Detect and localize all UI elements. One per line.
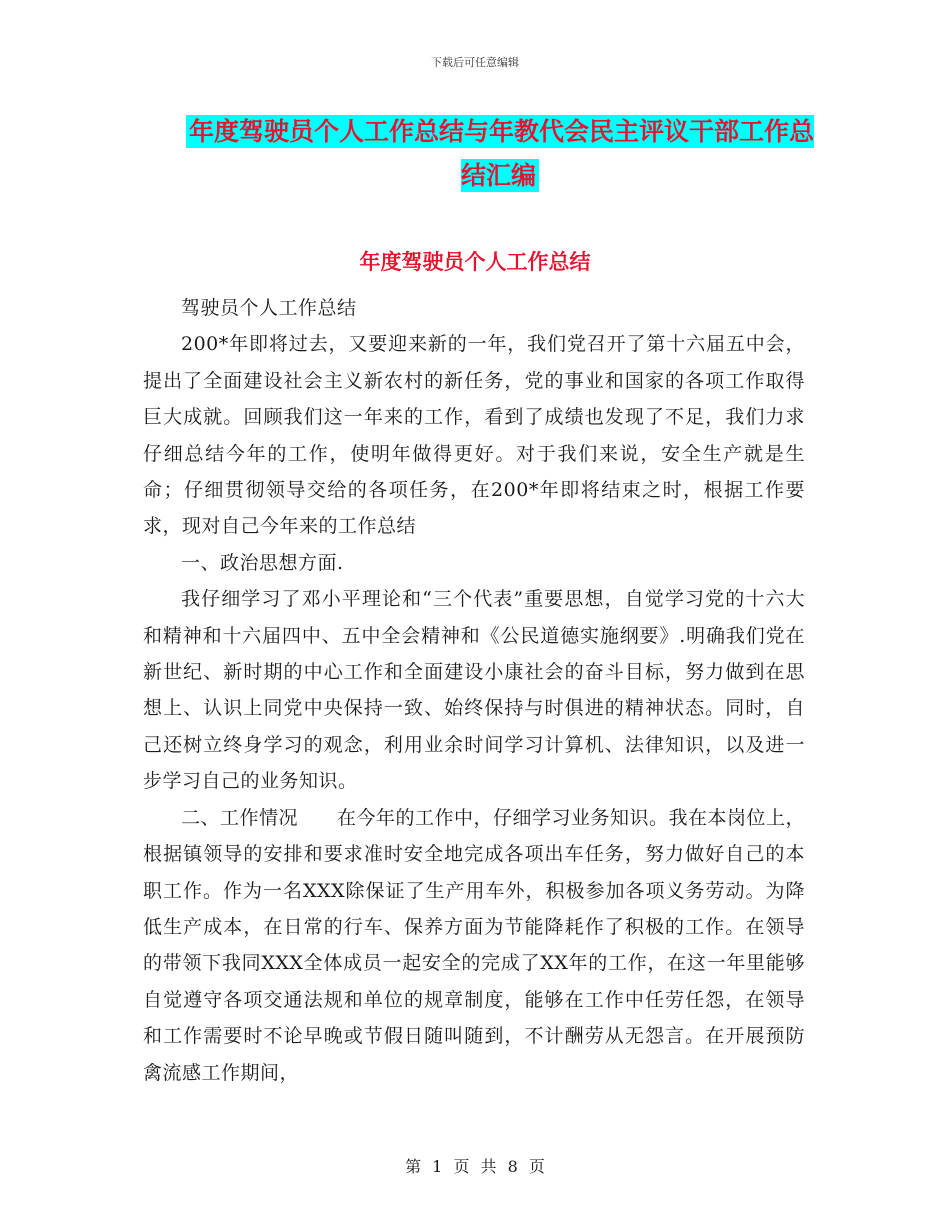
paragraph-heading-politics: 一、政治思想方面. [181, 551, 344, 574]
document-title [185, 110, 815, 198]
paragraph-work: 二、工作情况 在今年的工作中，仔细学习业务知识。我在本岗位上，根据镇领导的安排和要求准时安全地完成各项出车任务，努力做好自己的本职工作。作为一名XXX除保证了生产用车外，积极参加各项义务劳动。为降低生产成本，在日常的行车、保养方面为节能降耗作了积极的工作。在领导的带领下我同XXX全体成员一起安全的完成了XX年的工作，在这一年里能够自觉遵守各项交通法规和单位的规章制度，能够在工作中任劳任怨，在领导和工作需要时不论早晚或节假日随叫随到，不计酬劳从无怨言。在开展预防禽流感工作期间， [143, 806, 806, 1084]
section-title: 年度驾驶员个人工作总结 [359, 250, 591, 274]
page-footer: 第 1 页 共 8 页 [405, 1157, 545, 1176]
paragraph-politics: 我仔细学习了邓小平理论和“三个代表”重要思想，自觉学习党的十六大和精神和十六届四中、五中全会精神和《公民道德实施纲要》.明确我们党在新世纪、新时期的中心工作和全面建设小康社会的奋斗目标，努力做到在思想上、认识上同党中央保持一致、始终保持与时俱进的精神状态。同时，自己还树立终身学习的观念，利用业余时间学习计算机、法律知识，以及进一步学习自己的业务知识。 [143, 588, 805, 793]
body-text [143, 290, 805, 1091]
document-title-text: 年度驾驶员个人工作总结与年教代会民主评议干部工作总结汇编 [186, 115, 814, 192]
paragraph-subtitle: 驾驶员个人工作总结 [181, 297, 357, 319]
paragraph-intro: 200*年即将过去，又要迎来新的一年，我们党召开了第十六届五中会，提出了全面建设社会主义新农村的新任务，党的事业和国家的各项工作取得巨大成就。回顾我们这一年来的工作，看到了成绩也发现了不足，我们力求仔细总结今年的工作，使明年做得更好。对于我们来说，安全生产就是生命；仔细贯彻领导交给的各项任务，在200*年即将结束之时，根据工作要求，现对自己今年来的工作总结 [143, 333, 805, 538]
header-note: 下载后可任意编辑 [431, 56, 519, 69]
